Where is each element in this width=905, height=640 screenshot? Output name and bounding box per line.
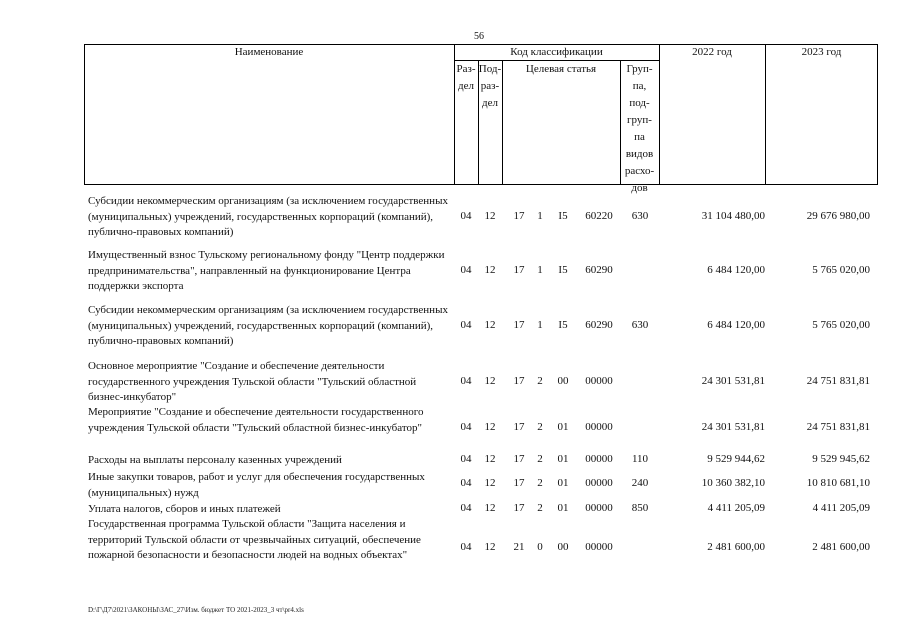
row-amount-2022: 2 481 600,00 [707,541,765,553]
row-amount-2023: 2 481 600,00 [812,541,870,553]
row-cs-subprogram: 1 [537,319,543,331]
row-cs-event: I5 [558,264,568,276]
header-name: Наименование [234,46,304,58]
row-razdel: 04 [460,375,472,387]
header-year-2023: 2023 год [801,46,842,58]
row-cs-direction: 00000 [585,375,613,387]
row-razdel: 04 [460,541,472,553]
row-cs-program: 17 [513,477,525,489]
row-amount-2023: 24 751 831,81 [806,421,870,433]
row-cs-event: 00 [557,375,569,387]
row-podrazdel: 12 [484,453,496,465]
row-razdel: 04 [460,421,472,433]
table-row [0,303,905,351]
row-cs-direction: 00000 [585,421,613,433]
row-cs-program: 17 [513,421,525,433]
row-amount-2023: 9 529 945,62 [812,453,870,465]
row-amount-2023: 5 765 020,00 [812,264,870,276]
table-row [0,359,905,407]
row-cs-program: 17 [513,453,525,465]
row-cs-subprogram: 0 [537,541,543,553]
page-number: 56 [474,31,484,42]
row-cs-program: 17 [513,502,525,514]
row-amount-2022: 24 301 531,81 [701,375,765,387]
row-cs-event: 01 [557,477,569,489]
table-row [0,502,905,518]
header-year-2022: 2022 год [692,46,732,58]
row-name: Расходы на выплаты персоналу казенных учреждений [88,454,342,466]
row-cs-direction: 60290 [585,264,613,276]
row-cs-program: 17 [513,210,525,222]
row-cs-subprogram: 2 [537,421,543,433]
row-vr: 110 [631,453,649,465]
row-name: Субсидии некоммерческим организациям (за исключением государственных (муниципальных) учреждений, государственных корпораций (компаний), публично-правовых компаний) [88,304,448,347]
header-section: Раз- дел [456,63,476,92]
table-row [0,453,905,469]
header-expense-group: Груп- па, под- груп- па видов расхо- дов [624,63,655,194]
row-vr: 850 [631,502,649,514]
row-amount-2023: 5 765 020,00 [812,319,870,331]
row-cs-event: 00 [557,541,569,553]
table-row [0,405,905,453]
row-cs-direction: 60220 [585,210,613,222]
row-razdel: 04 [460,210,472,222]
row-cs-direction: 00000 [585,453,613,465]
header-subsection: Под- раз- дел [478,63,502,109]
row-name: Субсидии некоммерческим организациям (за исключением государственных (муниципальных) учреждений, государственных корпораций (компаний), публично-правовых компаний) [88,195,448,238]
row-name: Уплата налогов, сборов и иных платежей [88,503,281,515]
row-podrazdel: 12 [484,477,496,489]
row-podrazdel: 12 [484,502,496,514]
row-razdel: 04 [460,264,472,276]
row-name: Государственная программа Тульской области "Защита населения и территорий Тульской области от чрезвычайных ситуаций, обеспечение пожарной безопасности и безопасности людей на водных объектах" [88,518,421,561]
row-name: Имущественный взнос Тульскому региональному фонду "Центр поддержки предпринимательства", направленный на функционирование Центра поддержки экспорта [88,249,445,292]
row-podrazdel: 12 [484,375,496,387]
row-razdel: 04 [460,319,472,331]
table-row [0,470,905,502]
row-cs-event: I5 [558,319,568,331]
row-cs-subprogram: 2 [537,375,543,387]
row-cs-direction: 60290 [585,319,613,331]
row-cs-direction: 00000 [585,477,613,489]
row-razdel: 04 [460,477,472,489]
row-amount-2023: 29 676 980,00 [806,210,870,222]
row-amount-2022: 10 360 382,10 [701,477,765,489]
row-razdel: 04 [460,453,472,465]
row-amount-2023: 10 810 681,10 [806,477,870,489]
row-cs-program: 17 [513,375,525,387]
row-vr: 630 [631,319,649,331]
row-cs-event: 01 [557,502,569,514]
file-path-footer: D:\Г\Д7\2021\ЗАКОНЫ\ЗАС_27\Изм. бюджет ТО 2021-2023_3 чт\pr4.xls [88,606,304,614]
row-name: Основное мероприятие "Создание и обеспечение деятельности государственного учреждения Тульской области "Тульский областной бизнес-инкубатор" [88,360,417,403]
row-cs-direction: 00000 [585,541,613,553]
row-podrazdel: 12 [484,541,496,553]
row-amount-2022: 6 484 120,00 [707,264,765,276]
row-amount-2022: 6 484 120,00 [707,319,765,331]
header-target-article: Целевая статья [525,63,597,75]
row-amount-2022: 24 301 531,81 [701,421,765,433]
row-cs-subprogram: 2 [537,453,543,465]
row-cs-program: 17 [513,319,525,331]
row-amount-2023: 24 751 831,81 [806,375,870,387]
row-podrazdel: 12 [484,210,496,222]
table-row [0,194,905,242]
row-vr: 630 [631,210,649,222]
row-cs-subprogram: 2 [537,477,543,489]
row-cs-subprogram: 1 [537,210,543,222]
row-cs-event: 01 [557,421,569,433]
row-cs-event: 01 [557,453,569,465]
row-podrazdel: 12 [484,421,496,433]
row-amount-2022: 31 104 480,00 [701,210,765,222]
row-amount-2022: 9 529 944,62 [707,453,765,465]
row-cs-subprogram: 1 [537,264,543,276]
row-amount-2022: 4 411 205,09 [707,502,765,514]
row-vr: 240 [631,477,649,489]
row-razdel: 04 [460,502,472,514]
row-name: Мероприятие "Создание и обеспечение деятельности государственного учреждения Тульской области "Тульский областной бизнес-инкубатор" [88,406,424,434]
header-classification: Код классификации [510,46,603,58]
row-cs-event: I5 [558,210,568,222]
table-row [0,517,905,581]
row-cs-subprogram: 2 [537,502,543,514]
row-podrazdel: 12 [484,319,496,331]
row-cs-direction: 00000 [585,502,613,514]
table-row [0,248,905,296]
row-cs-program: 21 [513,541,525,553]
row-cs-program: 17 [513,264,525,276]
row-amount-2023: 4 411 205,09 [812,502,870,514]
row-podrazdel: 12 [484,264,496,276]
row-name: Иные закупки товаров, работ и услуг для обеспечения государственных (муниципальных) нужд [88,471,425,499]
